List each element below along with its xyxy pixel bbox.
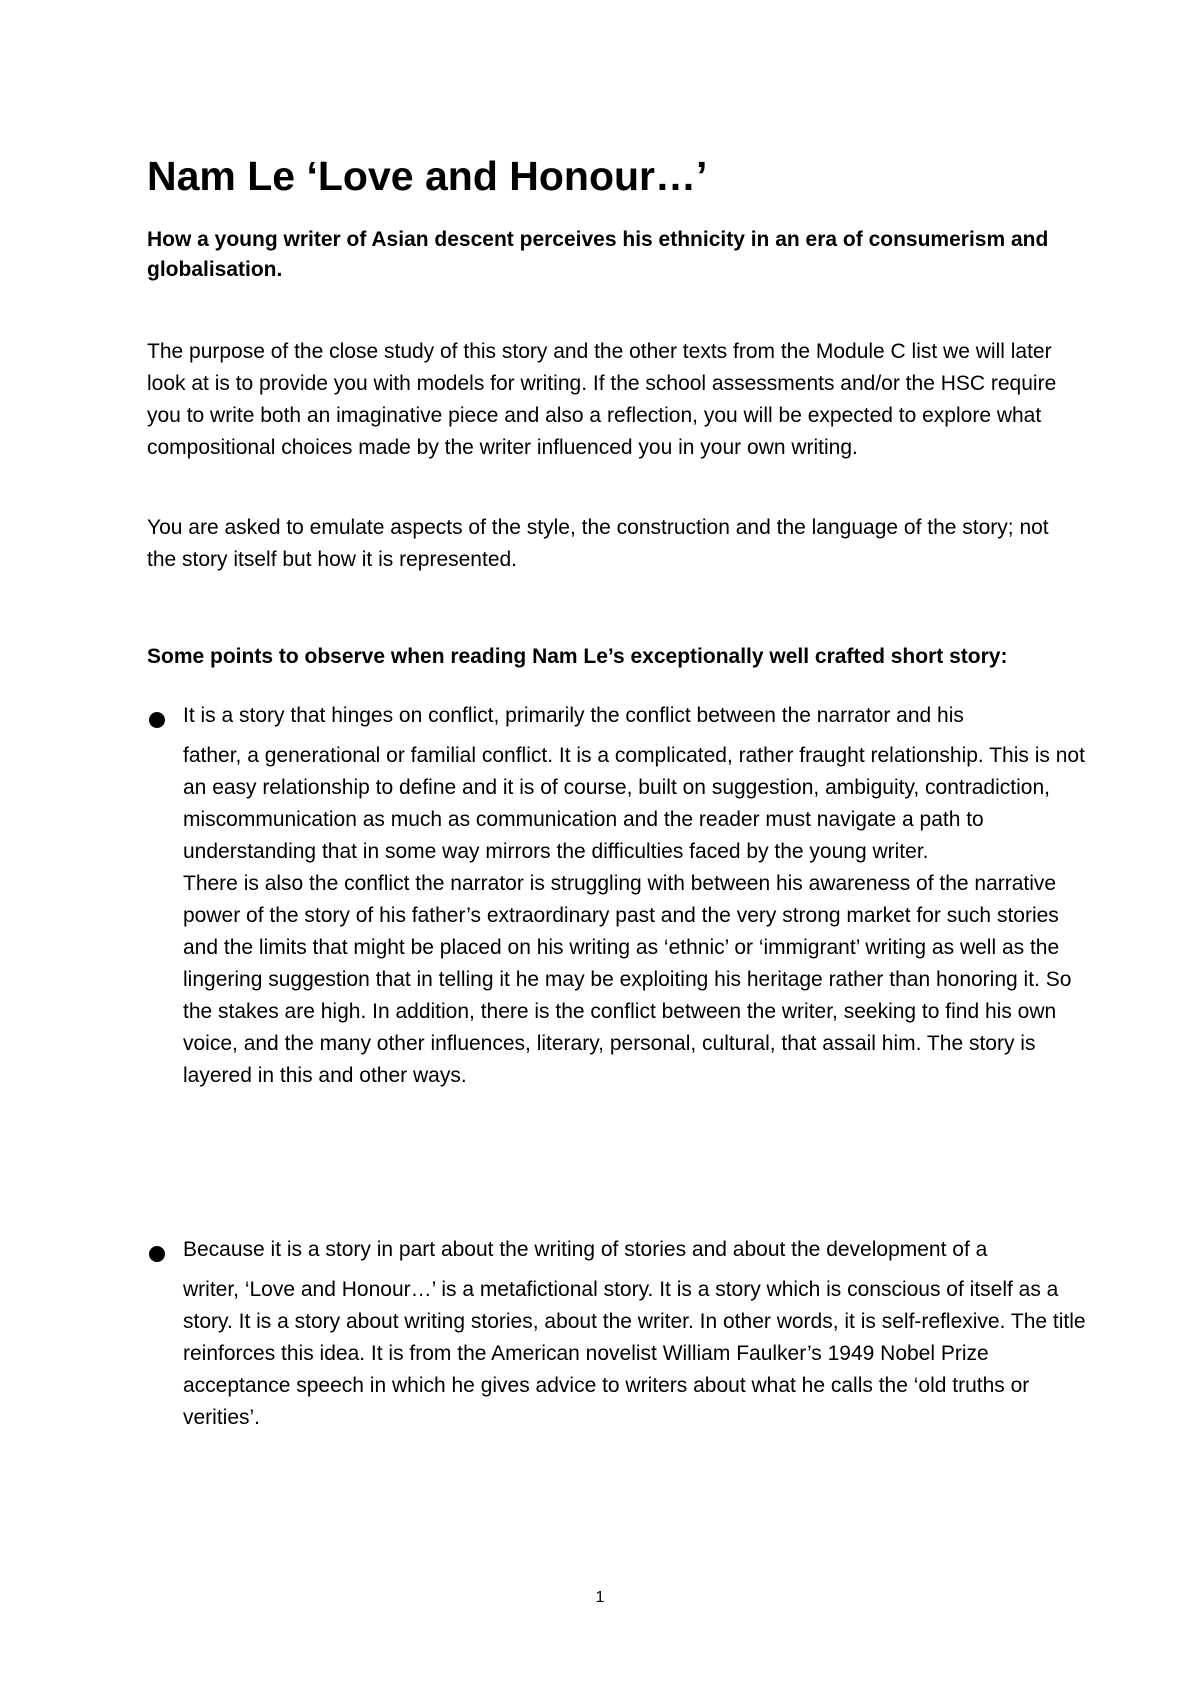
intro-paragraph-1: The purpose of the close study of this story and the other texts from the Module C list we will later look at is to provide you with models for writing. If the school assessments and/or the HSC require you to write both an imaginative piece and also a reflection, you will be expected to explore what compositional choices made by the writer influenced you in your own writing. bbox=[147, 340, 1057, 459]
bullet-continuation: father, a generational or familial conflict. It is a complicated, rather fraught relationship. This is not an easy relationship to define and it is of course, built on suggestion, ambiguity, contradiction, miscommunication as much as communication and the reader must navigate a path to understanding that in some way mirrors the difficulties faced by the young writer. bbox=[183, 744, 1085, 863]
document-subtitle: How a young writer of Asian descent perceives his ethnicity in an era of consumerism and globalisation. bbox=[147, 228, 1049, 281]
bullet-first-line: Because it is a story in part about the writing of stories and about the development of a bbox=[183, 1238, 988, 1261]
bullet-item-text bbox=[183, 700, 1093, 1092]
bullet-continuation-2: There is also the conflict the narrator is struggling with between his awareness of the narrative power of the story of his father’s extraordinary past and the very strong market for such stories and the limits that might be placed on his writing as ‘ethnic’ or ‘immigrant’ writing as well as the lingering suggestion that in telling it he may be exploiting his heritage rather than honoring it. So the stakes are high. In addition, there is the conflict between the writer, seeking to find his own voice, and the many other influences, literary, personal, cultural, that assail him. The story is layered in this and other ways. bbox=[183, 872, 1072, 1087]
bullet-first-line: It is a story that hinges on conflict, primarily the conflict between the narrator and his bbox=[183, 704, 964, 727]
bullet-item-text bbox=[183, 1234, 1093, 1434]
document-title: Nam Le ‘Love and Honour…’ bbox=[147, 153, 708, 199]
page-number: 1 bbox=[595, 1589, 605, 1606]
bullet-continuation: writer, ‘Love and Honour…’ is a metafictional story. It is a story which is conscious of itself as a story. It is a story about writing stories, about the writer. In other words, it is self-reflexive. The title reinforces this idea. It is from the American novelist William Faulker’s 1949 Nobel Prize acceptance speech in which he gives advice to writers about what he calls the ‘old truths or verities’. bbox=[183, 1278, 1086, 1429]
bullet-dot-icon bbox=[149, 1246, 165, 1262]
section-heading: Some points to observe when reading Nam Le’s exceptionally well crafted short story: bbox=[147, 645, 1008, 668]
intro-paragraph-2: You are asked to emulate aspects of the style, the construction and the language of the story; not the story itself but how it is represented. bbox=[147, 516, 1049, 571]
bullet-dot-icon bbox=[149, 712, 165, 728]
